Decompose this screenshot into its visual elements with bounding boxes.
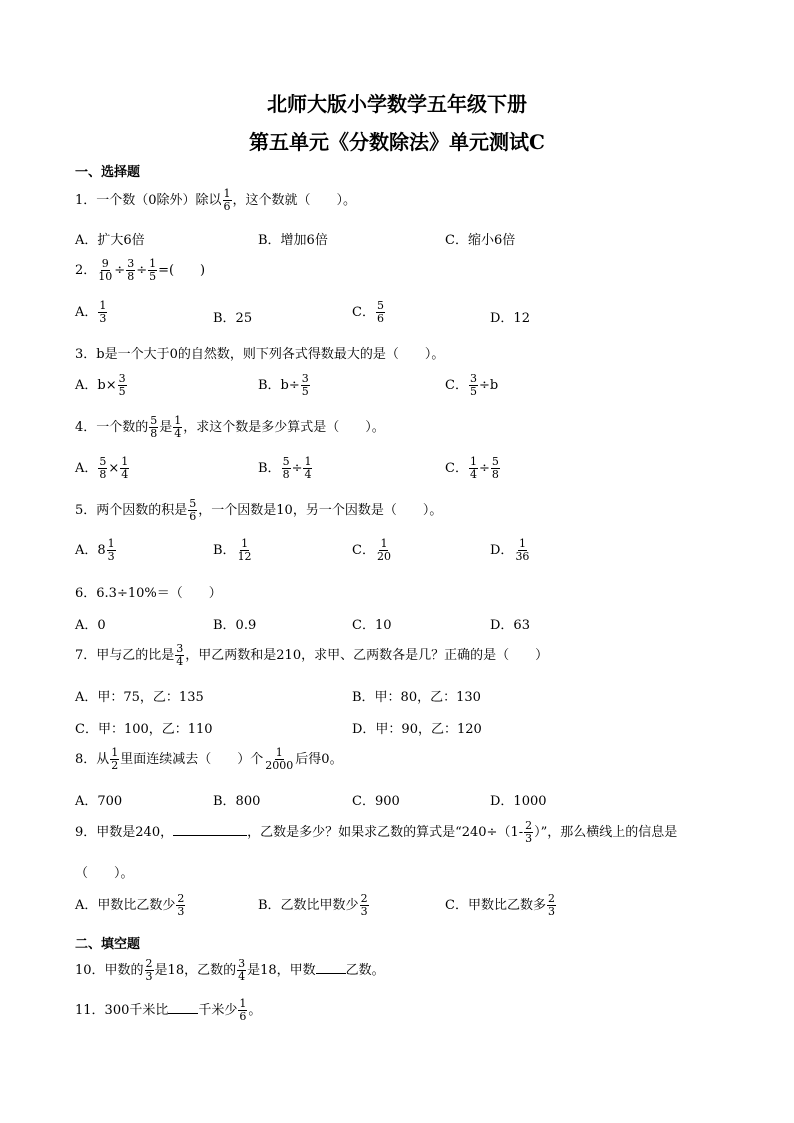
option-c[interactable]: C． $\frac{1}{4}$ ÷ $\frac{5}{8}$: [445, 455, 499, 481]
option-a[interactable]: A．700: [75, 794, 123, 809]
fraction: [360, 893, 369, 918]
option-a[interactable]: A．甲数比乙数少 $\frac{2}{3}$: [75, 892, 185, 918]
option-b[interactable]: B．25: [213, 311, 253, 326]
question-10: 10．甲数的 $\frac{2}{3}$ 是18，乙数的 $\frac{3}{4}$ 是18，甲数 乙数。: [75, 957, 385, 983]
fraction-numerator: 2: [525, 819, 533, 832]
option-a[interactable]: A． $\frac{5}{8}$ × $\frac{1}{4}$: [75, 455, 129, 481]
fraction-denominator: 8: [150, 427, 158, 440]
fraction: [126, 258, 135, 283]
question-4: 4．一个数的 $\frac{5}{8}$ 是 $\frac{1}{4}$ ，求这个数是多少算式是（ ）。: [75, 414, 385, 440]
fraction-numerator: 1: [239, 997, 247, 1010]
answer-blank[interactable]: [173, 823, 247, 836]
fraction: [188, 498, 197, 523]
section-heading-choice: 一、选择题: [75, 165, 141, 180]
option-b[interactable]: B． $\frac{1}{12}$: [213, 537, 252, 563]
fraction: [118, 373, 127, 398]
fraction-denominator: 3: [107, 550, 115, 563]
fraction-denominator: 5: [469, 385, 477, 398]
option-d[interactable]: D．12: [490, 311, 530, 326]
fraction-denominator: 2000: [265, 759, 294, 772]
fraction-denominator: 6: [239, 1010, 247, 1023]
question-2: 2． $\frac{9}{10}$ ÷ $\frac{3}{8}$ ÷ $\frac{1}{5}$ =( ): [75, 257, 206, 283]
fraction: [376, 300, 385, 325]
fraction-denominator: 3: [177, 905, 185, 918]
option-a[interactable]: A．8 $\frac{1}{3}$: [75, 537, 115, 563]
fraction-numerator: 2: [145, 957, 153, 970]
fraction-denominator: 4: [176, 655, 184, 668]
question-7: 7．甲与乙的比是 $\frac{3}{4}$ ，甲乙两数和是210，求甲、乙两数各是几？正确的是（ ）: [75, 642, 549, 668]
fraction: [301, 373, 310, 398]
fraction-denominator: 3: [99, 312, 107, 325]
option-d[interactable]: D． $\frac{1}{36}$: [490, 537, 530, 563]
fraction: [264, 747, 294, 772]
option-c[interactable]: C．甲数比乙数多 $\frac{2}{3}$: [445, 892, 555, 918]
fraction-denominator: 4: [469, 468, 477, 481]
option-c[interactable]: C．10: [352, 618, 392, 633]
fraction-denominator: 6: [189, 510, 197, 523]
option-a[interactable]: A． $\frac{1}{3}$: [75, 299, 107, 325]
fraction-denominator: 8: [127, 270, 135, 283]
fraction-numerator: 3: [301, 372, 309, 385]
fraction-denominator: 3: [145, 970, 153, 983]
fraction-numerator: 1: [99, 299, 107, 312]
fraction: [238, 998, 247, 1023]
fraction-numerator: 2: [360, 892, 368, 905]
fraction-denominator: 4: [121, 468, 129, 481]
fraction-numerator: 1: [174, 414, 182, 427]
fraction-denominator: 4: [174, 427, 182, 440]
fraction-numerator: 1: [241, 537, 249, 550]
fraction-denominator: 2: [111, 759, 119, 772]
fraction-numerator: 3: [238, 957, 246, 970]
question-3: 3．b是一个大于0的自然数，则下列各式得数最大的是（ ）。: [75, 347, 445, 362]
fraction: [98, 300, 107, 325]
option-b[interactable]: B．0.9: [213, 618, 257, 633]
option-b[interactable]: B．甲：80，乙：130: [352, 690, 481, 705]
answer-blank[interactable]: [316, 961, 346, 974]
fraction-denominator: 8: [282, 468, 290, 481]
option-b[interactable]: B． $\frac{5}{8}$ ÷ $\frac{1}{4}$: [258, 455, 312, 481]
question-9: 9．甲数是240， ，乙数是多少？如果求乙数的算式是“240÷（1- $\frac{2}{3}$ ）”，那么横线上的信息是: [75, 819, 678, 845]
question-6: 6．6.3÷10%＝（ ）: [75, 586, 222, 601]
fraction-denominator: 4: [238, 970, 246, 983]
fraction-denominator: 6: [223, 200, 231, 213]
fraction: [145, 958, 154, 983]
option-c[interactable]: C． $\frac{3}{5}$ ÷b: [445, 372, 499, 398]
fraction-numerator: 5: [189, 497, 197, 510]
fraction-numerator: 1: [111, 746, 119, 759]
option-b[interactable]: B．800: [213, 794, 261, 809]
fraction-denominator: 6: [376, 312, 384, 325]
fraction-denominator: 5: [149, 270, 157, 283]
fraction-denominator: 3: [525, 832, 533, 845]
question-1: 1．一个数（0除外）除以 $\frac{1}{6}$ ，这个数就（ ）。: [75, 187, 357, 213]
question-5: 5．两个因数的积是 $\frac{5}{6}$ ，一个因数是10，另一个因数是（ ）。: [75, 497, 443, 523]
option-a[interactable]: A．0: [75, 618, 106, 633]
option-b[interactable]: B．b÷ $\frac{3}{5}$: [258, 372, 309, 398]
fraction: [303, 456, 312, 481]
answer-blank[interactable]: [168, 1001, 198, 1014]
fraction-denominator: 4: [304, 468, 312, 481]
fraction-denominator: 5: [301, 385, 309, 398]
fraction-denominator: 8: [99, 468, 107, 481]
fraction: [491, 456, 500, 481]
fraction-denominator: 8: [491, 468, 499, 481]
fraction: [148, 258, 157, 283]
fraction-numerator: 2: [547, 892, 555, 905]
option-b[interactable]: B．增加6倍: [258, 233, 328, 248]
question-9-line2: （ ）。: [75, 866, 134, 881]
option-c[interactable]: C．甲：100，乙：110: [75, 722, 213, 737]
fraction: [376, 538, 392, 563]
fraction-numerator: 1: [380, 537, 388, 550]
fraction-numerator: 3: [176, 642, 184, 655]
option-c[interactable]: C． $\frac{1}{20}$: [352, 537, 391, 563]
fraction-numerator: 2: [177, 892, 185, 905]
page-title: 北师大版小学数学五年级下册: [267, 92, 527, 116]
fraction-numerator: 1: [304, 455, 312, 468]
page-subtitle: 第五单元《分数除法》单元测试C: [249, 130, 545, 154]
option-d[interactable]: D．甲：90，乙：120: [352, 722, 482, 737]
option-a[interactable]: A．b× $\frac{3}{5}$: [75, 372, 126, 398]
fraction-numerator: 3: [469, 372, 477, 385]
question-11: 11．300千米比 千米少 $\frac{1}{6}$ 。: [75, 997, 262, 1023]
question-8: 8．从 $\frac{1}{2}$ 里面连续减去（ ）个 $\frac{1}{2000}$ 后得0。: [75, 746, 343, 772]
fraction-numerator: 1: [149, 257, 157, 270]
option-c[interactable]: C．缩小6倍: [445, 233, 516, 248]
fraction: [107, 538, 116, 563]
option-d[interactable]: D．63: [490, 618, 530, 633]
fraction: [282, 456, 291, 481]
fraction-numerator: 5: [376, 299, 384, 312]
option-a[interactable]: A．扩大6倍: [75, 233, 145, 248]
fraction-denominator: 10: [98, 270, 113, 283]
fraction-numerator: 1: [469, 455, 477, 468]
fraction: [237, 538, 253, 563]
fraction: [97, 258, 113, 283]
fraction: [173, 415, 182, 440]
fraction: [120, 456, 129, 481]
option-c[interactable]: C．900: [352, 794, 400, 809]
fraction-denominator: 3: [547, 905, 555, 918]
fraction-numerator: 3: [118, 372, 126, 385]
fraction-denominator: 5: [118, 385, 126, 398]
fraction: [175, 643, 184, 668]
fraction-denominator: 12: [237, 550, 252, 563]
fraction-numerator: 9: [101, 257, 109, 270]
fraction: [547, 893, 556, 918]
fraction-numerator: 1: [107, 537, 115, 550]
fraction-numerator: 1: [223, 187, 231, 200]
fraction-numerator: 5: [282, 455, 290, 468]
option-c[interactable]: C． $\frac{5}{6}$: [352, 299, 384, 325]
fraction: [98, 456, 107, 481]
option-d[interactable]: D．1000: [490, 794, 547, 809]
fraction-numerator: 5: [491, 455, 499, 468]
fraction-numerator: 1: [518, 537, 526, 550]
option-b[interactable]: B．乙数比甲数少 $\frac{2}{3}$: [258, 892, 368, 918]
fraction-numerator: 1: [121, 455, 129, 468]
fraction: [469, 373, 478, 398]
fraction-numerator: 5: [150, 414, 158, 427]
option-a[interactable]: A．甲：75，乙：135: [75, 690, 204, 705]
fraction: [110, 747, 119, 772]
fraction: [524, 820, 533, 845]
fraction-numerator: 5: [99, 455, 107, 468]
section-heading-fill: 二、填空题: [75, 937, 141, 952]
fraction: [223, 188, 232, 213]
fraction: [237, 958, 246, 983]
fraction-numerator: 3: [127, 257, 135, 270]
fraction: [149, 415, 158, 440]
fraction: [469, 456, 478, 481]
fraction-denominator: 20: [376, 550, 391, 563]
fraction-denominator: 36: [515, 550, 530, 563]
fraction: [176, 893, 185, 918]
fraction-denominator: 3: [360, 905, 368, 918]
fraction: [514, 538, 530, 563]
fraction-numerator: 1: [275, 746, 283, 759]
